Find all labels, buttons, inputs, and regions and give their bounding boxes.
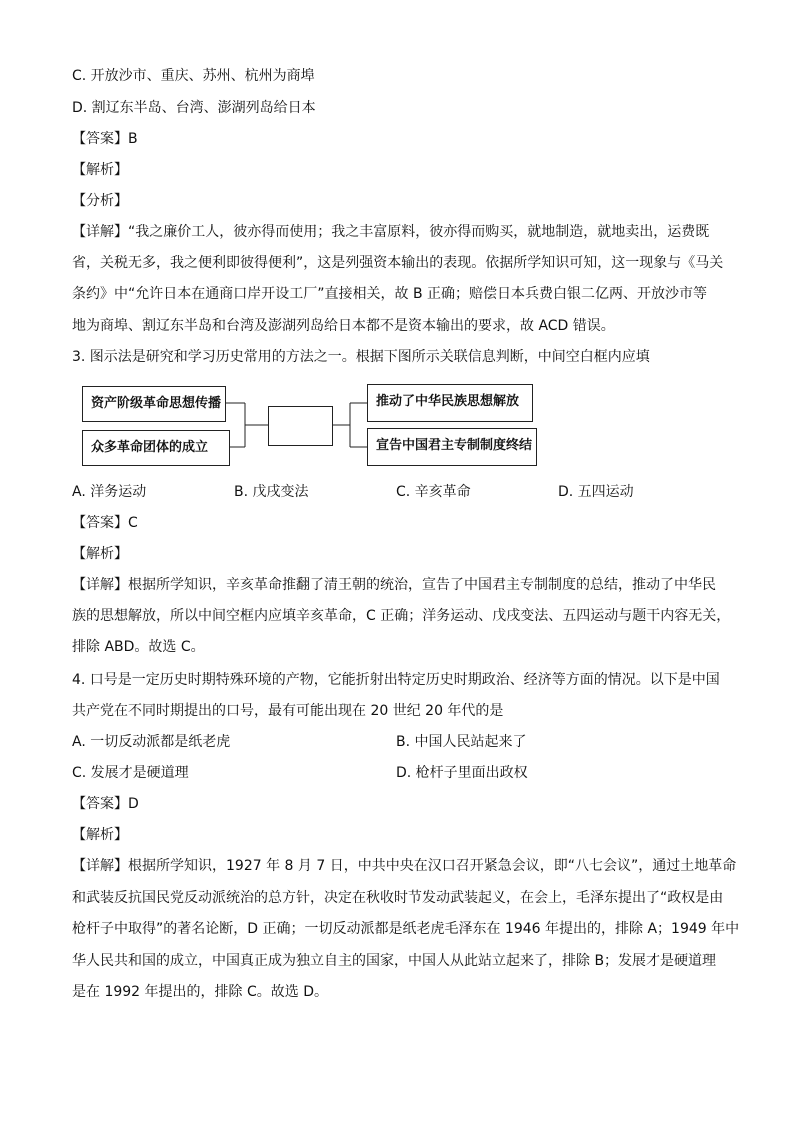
diagram-box-center-blank [268,406,333,446]
q4-option-b: B. 中国人民站起来了 [396,734,527,750]
q4-option-a: A. 一切反动派都是纸老虎 [72,734,231,750]
q4-option-d: D. 枪杆子里面出政权 [396,765,528,781]
q2-detail-line: 条约》中“允许日本在通商口岸开设工厂”直接相关，故 B 正确；赔偿日本兵费白银二亿两、开放沙市等 [72,286,708,302]
diagram-box-left-top: 资产阶级革命思想传播 [82,386,226,422]
q2-detail-line: 【详解】“我之廉价工人，彼亦得而使用；我之丰富原料，彼亦得而购买，就地制造，就地卖出，运费既 [72,224,710,240]
q4-detail-line: 是在 1992 年提出的，排除 C。故选 D。 [72,984,328,1000]
q3-analysis-label: 【解析】 [72,546,128,562]
q2-option-d: D. 割辽东半岛、台湾、澎湖列岛给日本 [72,100,316,116]
q2-answer: 【答案】B [72,131,138,147]
q3-answer: 【答案】C [72,515,138,531]
q4-option-c: C. 发展才是硬道理 [72,765,189,781]
q3-option-c: C. 辛亥革命 [396,484,471,500]
q3-option-d: D. 五四运动 [558,484,634,500]
q3-detail-line: 族的思想解放，所以中间空框内应填辛亥革命，C 正确；洋务运动、戊戌变法、五四运动与题干内容无关， [72,608,731,624]
q3-detail-line: 【详解】根据所学知识，辛亥革命推翻了清王朝的统治，宣告了中国君主专制制度的总结，推动了中华民 [72,577,716,593]
q4-detail-line: 【详解】根据所学知识，1927 年 8 月 7 日，中共中央在汉口召开紧急会议，即“八七会议”，通过土地革命 [72,858,737,874]
q3-option-b: B. 戊戌变法 [234,484,309,500]
q2-fenxi-label: 【分析】 [72,193,128,209]
q3-option-a: A. 洋务运动 [72,484,147,500]
q4-detail-line: 枪杆子中取得”的著名论断，D 正确；一切反动派都是纸老虎毛泽东在 1946 年提出的，排除 A；1949 年中 [72,921,740,937]
q2-detail-line: 省，关税无多，我之便利即彼得便利”，这是列强资本输出的表现。依据所学知识可知，这一现象与《马关 [72,255,724,271]
q3-stem: 3. 图示法是研究和学习历史常用的方法之一。根据下图所示关联信息判断，中间空白框内应填 [72,349,650,365]
q4-answer: 【答案】D [72,796,139,812]
q2-detail-line: 地为商埠、割辽东半岛和台湾及澎湖列岛给日本都不是资本输出的要求，故 ACD 错误。 [72,318,615,334]
q2-analysis-label: 【解析】 [72,162,128,178]
diagram-box-right-top: 推动了中华民族思想解放 [367,384,533,422]
q4-detail-line: 华人民共和国的成立，中国真正成为独立自主的国家，中国人从此站立起来了，排除 B；发展才是硬道理 [72,953,717,969]
q2-option-c: C. 开放沙市、重庆、苏州、杭州为商埠 [72,68,315,84]
q4-stem-line: 4. 口号是一定历史时期特殊环境的产物，它能折射出特定历史时期政治、经济等方面的情况。以下是中国 [72,672,720,688]
q4-stem-line: 共产党在不同时期提出的口号，最有可能出现在 20 世纪 20 年代的是 [72,703,504,719]
q3-detail-line: 排除 ABD。故选 C。 [72,639,205,655]
q4-detail-line: 和武装反抗国民党反动派统治的总方针，决定在秋收时节发动武装起义，在会上，毛泽东提出了“政权是由 [72,890,724,906]
q4-analysis-label: 【解析】 [72,827,128,843]
diagram-box-right-bottom: 宣告中国君主专制制度终结 [367,428,537,466]
diagram-box-left-bottom: 众多革命团体的成立 [82,430,230,466]
